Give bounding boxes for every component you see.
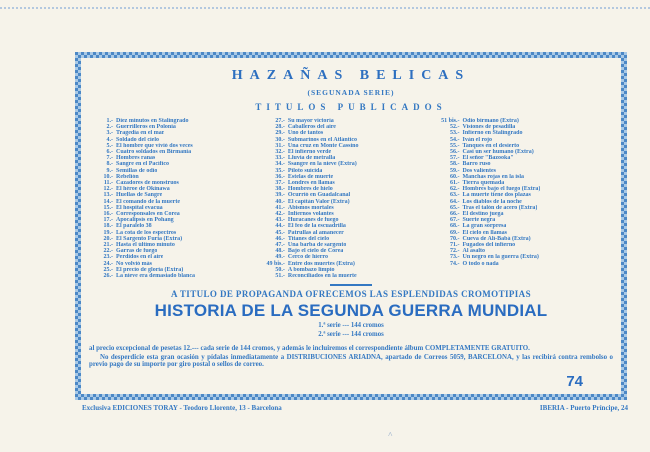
item-title: Submarinos en el Atlántico [287,136,358,143]
item-number: 45.- [275,229,285,236]
item-title: Tragedia en el mar [116,130,165,137]
item-number: 63.- [449,192,460,199]
item-number: 7.- [106,155,113,162]
order-paragraph-2: No desperdicie esta gran ocasión y pídalas inmediatamente a DISTRIBUCIONES ARIADNA, apartado de Correos 5059, BARCELONA, y las recibirá contra rembolso o previo pago de su importe por giro postal o sellos de correo. [89,353,613,369]
item-number: 48.- [275,248,285,255]
item-number: 24.- [103,260,113,267]
item-title: El comando de la muerte [116,198,180,205]
item-number: 1.- [106,118,113,124]
item-title: Manchas rojas en la isla [462,173,525,180]
page-edge-dotted-line [0,7,650,9]
item-title: Apocalipsis en Pohang [116,217,174,224]
item-number: 27.- [275,118,285,124]
item-title: Huellas de Sangre [116,192,163,199]
item-number: 4.- [106,136,113,143]
item-number: 65.- [449,204,460,211]
item-title: El capitán Valor (Extra) [287,198,350,205]
titles-column [91,118,258,279]
item-title: Casi un ser humano (Extra) [462,149,534,156]
titles-column [258,118,433,279]
item-title: Reconciliados en la muerte [287,273,357,280]
item-title: Hasta el último minuto [116,242,175,249]
item-title: Visiones de pesadilla [462,124,516,131]
item-title: Huracanes de fuego [287,217,339,224]
item-title: Cerco de hierro [287,254,328,261]
item-title: Corresponsales en Corea [116,211,180,218]
item-number: 70.- [449,235,460,242]
item-title: El señor "Bazooka" [462,155,514,162]
item-number: 72.- [449,248,460,255]
list-item [432,261,611,267]
item-number: 25.- [103,266,113,273]
item-title: Bajo el cielo de Corea [287,248,344,255]
item-number: 11.- [103,180,113,187]
item-number: 53.- [449,130,460,137]
item-number: 67.- [449,217,460,224]
item-number: 5.- [106,142,113,149]
item-title: Rebelión [116,173,139,180]
item-title: El héroe de Okinawa [116,186,170,193]
item-number: 59.- [449,167,460,174]
item-title: El infierno verde [287,149,332,156]
item-title: La cota de los espectros [116,229,177,236]
item-number: 57.- [449,155,460,162]
item-number: 10.- [103,173,113,180]
item-title: Fugados del infierno [462,242,516,249]
item-number: 43.- [275,217,285,224]
item-title: Titanes del cielo [287,235,330,242]
list-item [258,273,433,279]
item-title: El feo de la escuadrilla [287,223,346,230]
item-title: Iván el rojo [462,136,493,143]
item-number: 19.- [103,229,113,236]
item-title: No volvió más [116,260,152,267]
stray-bottom-mark: ˄ [388,430,393,439]
item-number: 23.- [103,254,113,261]
item-title: Odio birmano (Extra) [462,118,519,124]
item-number: 13.- [103,192,113,199]
item-number: 38.- [275,186,285,193]
item-title: Uno de tantos [287,130,324,137]
item-title: El Sargento Furia (Extra) [116,235,183,242]
item-number: 47.- [275,242,285,249]
item-number: 8.- [106,161,113,168]
page-title: HAZAÑAS BELICAS [231,68,471,83]
item-number: 51 bis.- [441,118,460,124]
item-title: Cueva de Alí-Babá (Extra) [462,235,531,242]
item-number: 58.- [449,161,460,168]
item-title: Cazadores de monstruos [116,180,179,187]
item-title: Sangre en el Pacífico [116,161,170,168]
page-number: 74 [566,373,583,390]
item-number: 40.- [275,198,285,205]
item-number: 49 bis.- [266,260,285,267]
item-title: Lluvia de metralla [287,155,336,162]
order-info [89,345,613,369]
item-number: 61.- [449,180,460,187]
item-number: 71.- [449,242,460,249]
item-title: Abismos mortales [287,204,334,211]
item-number: 37.- [275,180,285,187]
item-title: Dos valientes [462,167,496,174]
item-number: 33.- [275,155,285,162]
item-number: 39.- [275,192,285,199]
item-title: Tras el talón de acero (Extra) [462,204,538,211]
item-number: 26.- [103,273,113,280]
item-title: Piloto suicida [287,167,323,174]
item-number: 9.- [106,167,113,174]
item-number: 2.- [106,124,113,131]
item-number: 55.- [449,142,460,149]
item-number: 60.- [449,173,460,180]
item-title: A bombazo limpio [287,266,335,273]
item-number: 29.- [275,130,285,137]
item-number: 22.- [103,248,113,255]
promo-intro-text: A TITULO DE PROPAGANDA OFRECEMOS LAS ESPLENDIDAS CROMOTIPIAS [171,289,531,300]
item-title: El precio de gloria (Extra) [116,266,184,273]
item-title: La nieve era demasiado blanca [116,273,195,280]
item-title: Una barba de sargento [287,242,347,249]
item-number: 32.- [275,149,285,156]
item-title: Soldado del cielo [116,136,160,143]
item-title: O todo o nada [462,260,499,267]
item-title: Hombres ranas [116,155,156,162]
item-number: 16.- [103,211,113,218]
item-title: Garras de fuego [116,248,158,255]
series-subtitle: (SEGUNADA SERIE) [307,88,395,97]
item-title: Estelas de muerte [287,173,334,180]
item-number: 34.- [275,161,285,168]
item-title: Tanques en el desierto [462,142,520,149]
promo-series-list [89,322,613,339]
item-title: Ocurrió en Guadalcanal [287,192,351,199]
item-number: 35.- [275,167,285,174]
item-title: Hombres de hielo [287,186,333,193]
item-number: 49.- [275,254,285,261]
item-title: Al asalto [462,248,485,255]
item-number: 6.- [106,149,113,156]
item-title: Perdidos en el aire [116,254,164,261]
item-number: 41.- [275,204,285,211]
item-number: 17.- [103,217,113,224]
item-title: Los diablos de la noche [462,198,522,205]
cover-content [81,58,621,394]
item-number: 64.- [449,198,460,205]
item-number: 51.- [275,273,285,280]
item-title: El cielo en llamas [462,229,507,236]
item-number: 31.- [275,142,285,149]
item-title: Infiernos volantes [287,211,334,218]
item-number: 74.- [449,260,460,267]
item-title: Su mayor victoria [287,118,334,124]
item-title: El hombre que vivió dos veces [116,142,193,149]
item-number: 12.- [103,186,113,193]
item-title: Una cruz en Monte Cassino [287,142,359,149]
item-number: 69.- [449,229,460,236]
item-number: 62.- [449,186,460,193]
item-title: Tierra quemada [462,180,505,187]
item-title: Patrullas al amanecer [287,229,344,236]
item-title: El hospital evacua [116,204,163,211]
item-title: El destino juega [462,211,504,218]
item-number: 52.- [449,124,460,131]
promo-series-1: 1.ª serie --- 144 cromos [318,322,384,330]
section-heading: TITULOS PUBLICADOS [255,102,447,112]
item-number: 56.- [449,149,460,156]
item-number: 15.- [103,204,113,211]
item-number: 28.- [275,124,285,131]
item-number: 20.- [103,235,113,242]
item-number: 50.- [275,266,285,273]
item-title: Diez minutos en Stalingrado [116,118,189,124]
item-title: Semillas de odio [116,167,158,174]
decorative-checkered-border [75,52,627,400]
item-number: 54.- [449,136,460,143]
item-title: Caballeros del aire [287,124,336,131]
item-number: 42.- [275,211,285,218]
promo-headline: HISTORIA DE LA SEGUNDA GUERRA MUNDIAL [154,301,548,321]
item-number: 73.- [449,254,460,261]
item-number: 68.- [449,223,460,230]
item-title: Barro ruso [462,161,491,168]
item-title: Cuatro soldados en Birmania [116,149,192,156]
publisher-imprint: Exclusiva EDICIONES TORAY - Teodoro Llorente, 13 - Barcelona [82,404,282,412]
item-number: 44.- [275,223,285,230]
promo-divider [330,284,372,286]
titles-columns [89,118,613,279]
item-title: Londres en llamas [287,180,335,187]
order-paragraph-1: al precio excepcional de pesetas 12.--- cada serie de 144 cromos, y además le incluiremos el correspondiente álbum COMPLETAMENTE GRATUITO. [89,345,530,353]
item-title: Guerrilleros en Polonia [116,124,176,131]
item-title: La muerte tiene dos plazas [462,192,531,199]
item-title: Infierno en Stalingrado [462,130,523,137]
item-title: Ssangre en la nieve (Extra) [287,161,357,168]
item-number: 30.- [275,136,285,143]
item-title: Un negro en la guerra (Extra) [462,254,539,261]
item-number: 18.- [103,223,113,230]
item-number: 36.- [275,173,285,180]
item-title: Entre dos muertes (Extra) [287,260,355,267]
list-item [91,273,258,279]
item-number: 21.- [103,242,113,249]
item-number: 14.- [103,198,113,205]
item-number: 46.- [275,235,285,242]
promo-series-2: 2.ª serie --- 144 cromos [318,331,384,339]
item-number: 3.- [106,130,113,137]
item-title: Suerte negra [462,217,496,224]
item-title: El paralelo 38 [116,223,152,230]
titles-column [432,118,611,279]
item-title: La gran sorpresa [462,223,507,230]
item-title: Hombres bajo el fuego (Extra) [462,186,541,193]
imprint-footer [82,404,628,412]
distributor-imprint: IBERIA - Puerto Príncipe, 24 [539,404,628,412]
item-number: 66.- [449,211,460,218]
